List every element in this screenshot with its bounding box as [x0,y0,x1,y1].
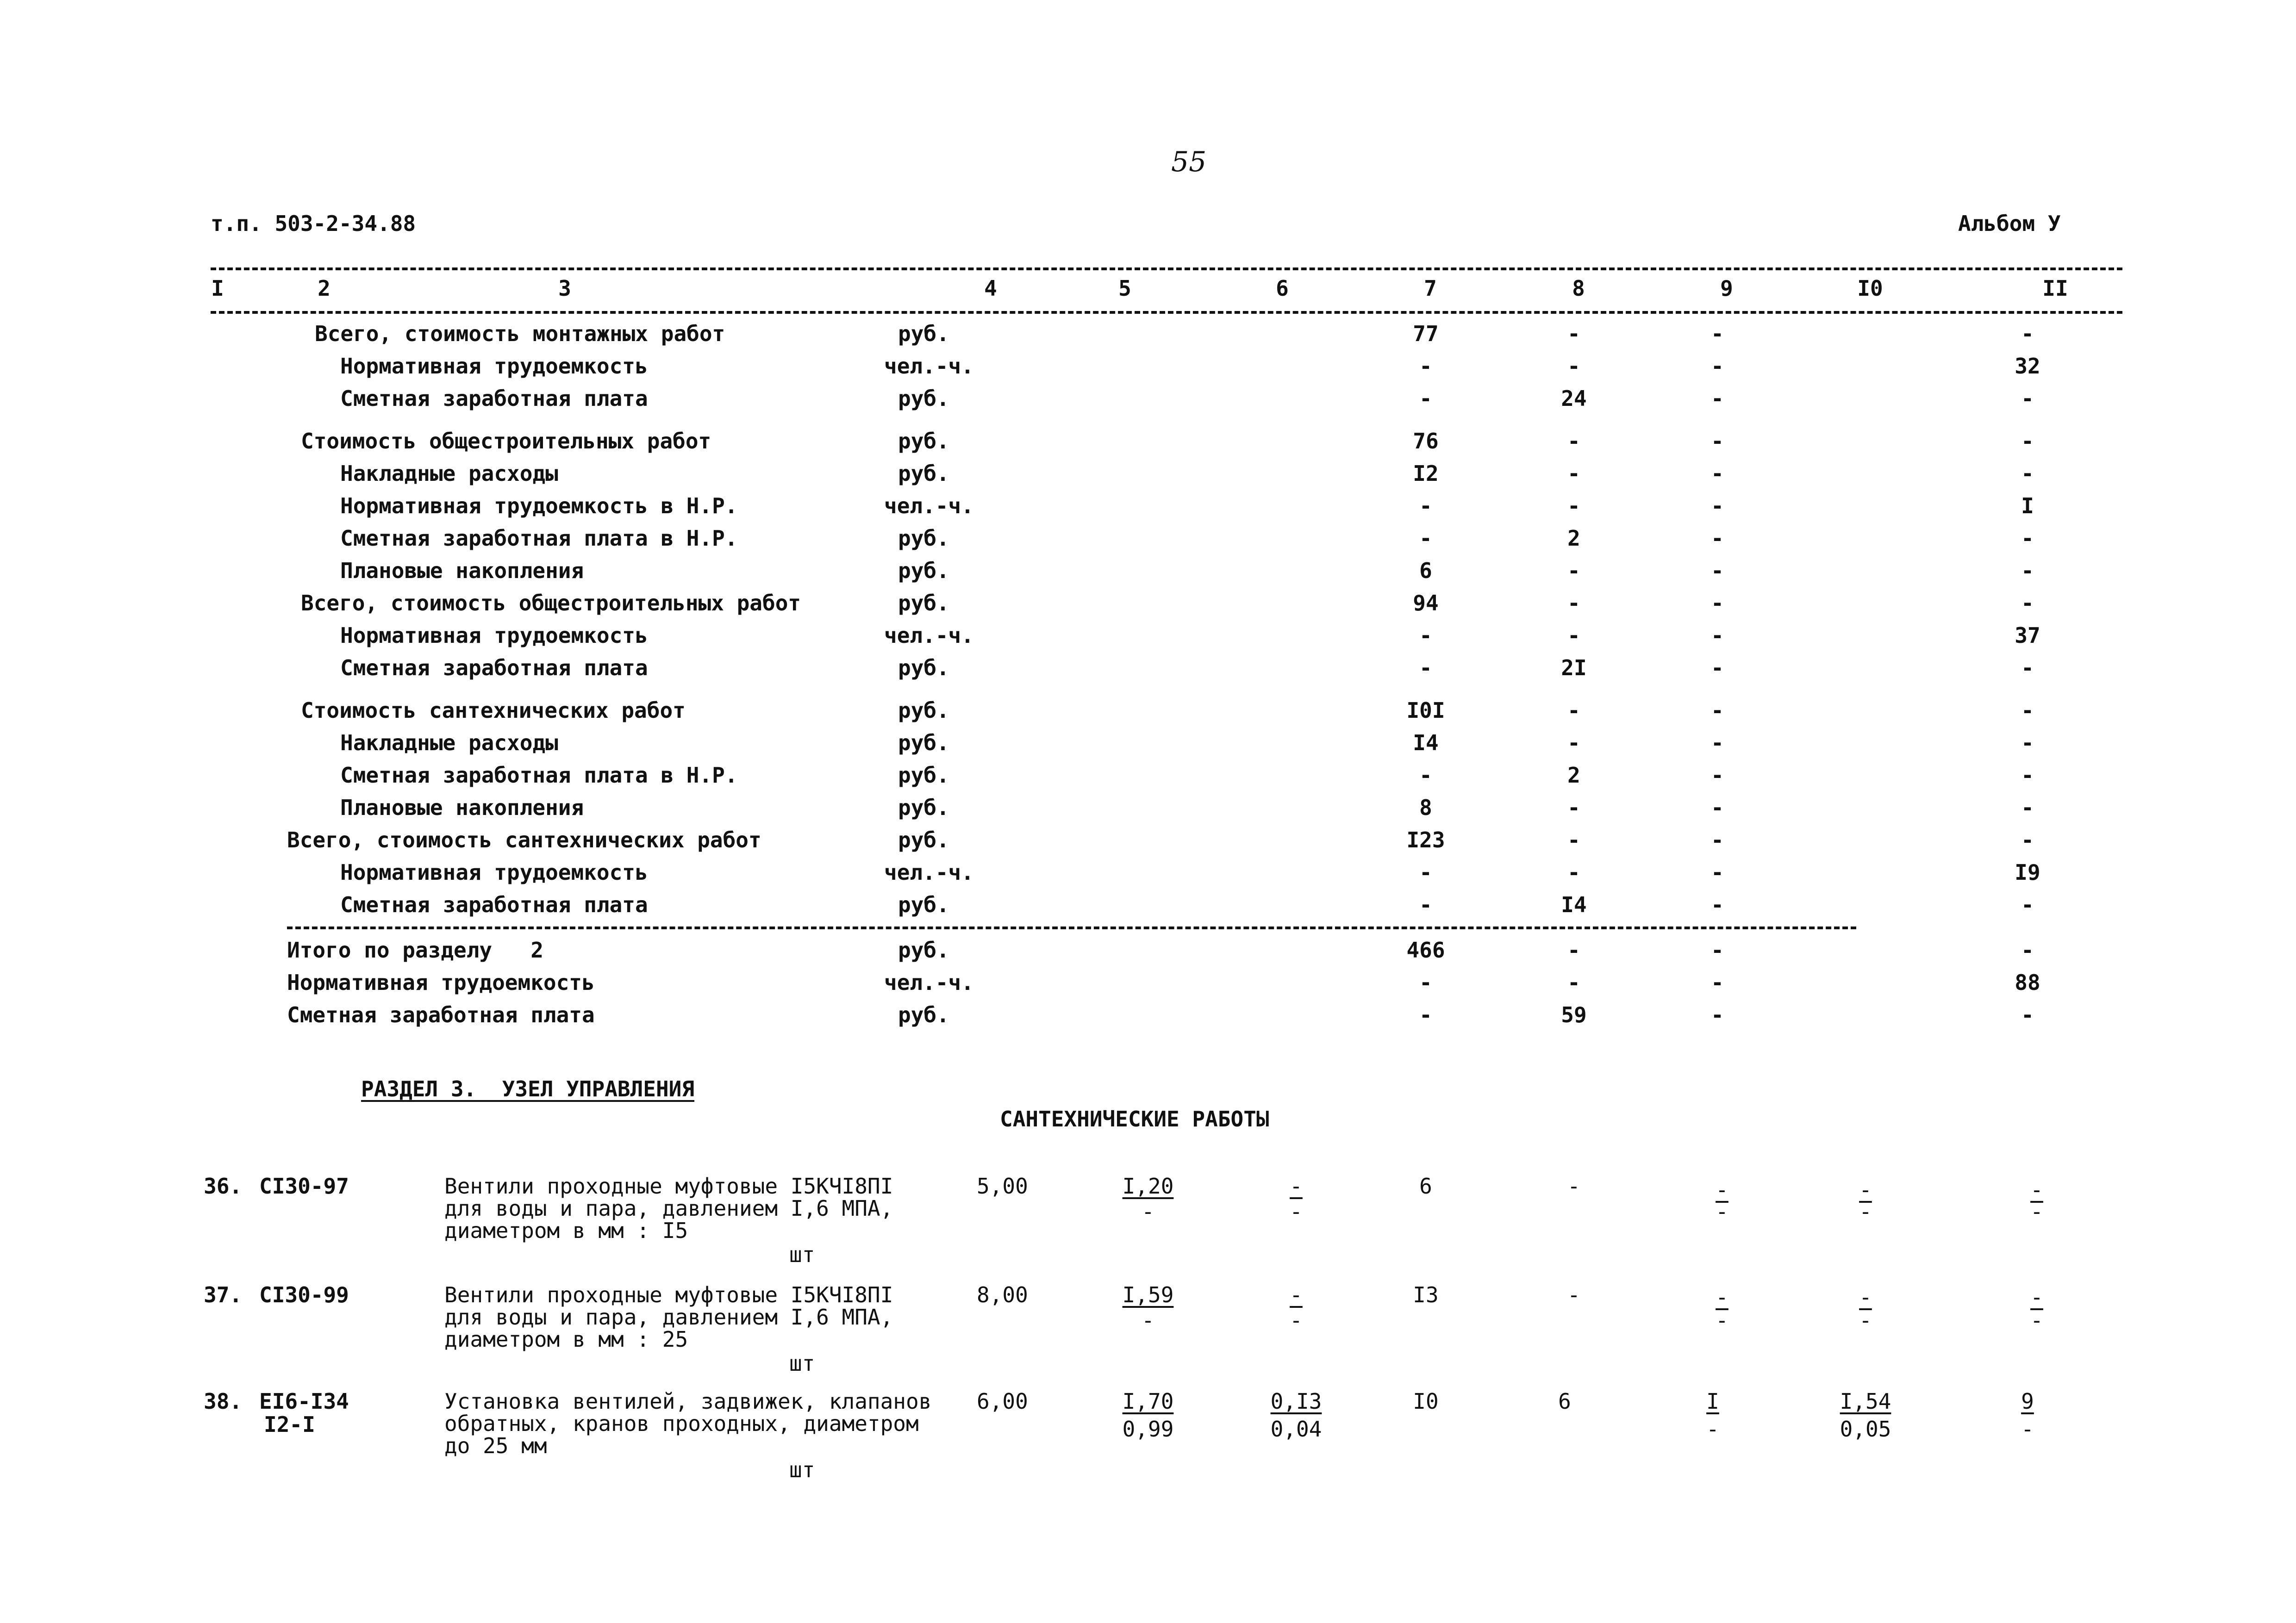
item-quantity: 5,00 [977,1174,1028,1199]
row-label: Нормативная трудоемкость в Н.Р. [340,493,738,518]
item-code: ЕI6-I34 [259,1389,349,1414]
col6-bottom: 0,04 [1270,1417,1322,1442]
item-code-secondary: I2-I [264,1412,315,1437]
col7-value: 77 [1413,321,1439,346]
col8-value: - [1567,860,1580,885]
item-description-line: для воды и пара, давлением I,6 МПА, [444,1196,893,1221]
col7-value: - [1419,623,1432,648]
col9-value: - [1711,938,1724,963]
col7-value: 6 [1419,1174,1432,1199]
item-number: 37. [204,1282,243,1307]
col11-bottom: - [2030,1199,2043,1224]
col7-value: I0I [1406,698,1445,723]
document-code: т.п. 503-2-34.88 [211,211,416,236]
row-label: Нормативная трудоемкость [287,970,595,995]
col8-value: - [1567,698,1580,723]
row-unit: руб. [898,892,949,917]
col5-top: I,20 [1122,1174,1174,1199]
item-description-line: для воды и пара, давлением I,6 МПА, [444,1305,893,1330]
col7-value: - [1419,763,1432,788]
col6-top: - [1290,1174,1303,1199]
row-label: Сметная заработная плата [287,1002,595,1027]
col8-value: - [1567,1174,1580,1199]
col9-top: I [1706,1389,1719,1414]
col8-value: 59 [1561,1002,1587,1027]
subsection-title: САНТЕХНИЧЕСКИЕ РАБОТЫ [1000,1107,1269,1132]
col9-value: - [1711,892,1724,917]
col-header-6: 6 [1276,276,1289,301]
col11-value: - [2021,730,2034,755]
item-unit: шт [789,1457,815,1482]
row-label: Накладные расходы [340,730,558,755]
row-label: Нормативная трудоемкость [340,354,648,379]
col11-value: I [2021,493,2034,518]
row-label: Плановые накопления [340,795,584,820]
row-unit: руб. [898,795,949,820]
col8-value: 2 [1567,763,1580,788]
col-header-10: I0 [1857,276,1883,301]
col7-value: 466 [1406,938,1445,963]
col8-value: - [1567,461,1580,486]
row-label: Сметная заработная плата в Н.Р. [340,526,738,551]
col11-value: - [2021,558,2034,583]
col7-value: - [1419,386,1432,411]
col9-bottom: - [1716,1199,1728,1224]
col11-value: - [2021,938,2034,963]
col6-bottom: - [1290,1199,1303,1224]
col7-value: I0 [1413,1389,1439,1414]
item-number: 36. [204,1174,243,1199]
row-label: Стоимость общестроительных работ [301,429,711,454]
col9-bottom: - [1716,1308,1728,1333]
col8-value: I4 [1561,892,1587,917]
col5-bottom: - [1142,1199,1154,1224]
col8-value: - [1567,591,1580,616]
col7-value: I23 [1406,827,1445,852]
col-header-5: 5 [1118,276,1131,301]
col7-value: 6 [1419,558,1432,583]
col7-value: - [1419,354,1432,379]
col11-top: 9 [2021,1389,2034,1414]
col8-value: 2 [1567,526,1580,551]
col11-bottom: - [2030,1308,2043,1333]
row-label: Сметная заработная плата в Н.Р. [340,763,738,788]
col11-value: - [2021,763,2034,788]
col8-value: - [1567,354,1580,379]
row-unit: руб. [898,827,949,852]
col8-value: - [1567,827,1580,852]
item-description-line: обратных, кранов проходных, диаметром [444,1411,919,1436]
col9-value: - [1711,591,1724,616]
item-description-line: диаметром в мм : I5 [444,1218,688,1243]
col9-value: - [1711,623,1724,648]
row-unit: руб. [898,321,949,346]
col9-value: - [1711,763,1724,788]
row-label: Сметная заработная плата [340,386,648,411]
col11-value: 88 [2015,970,2040,995]
col7-value: - [1419,860,1432,885]
col7-value: - [1419,892,1432,917]
col7-value: 8 [1419,795,1432,820]
col7-value: 94 [1413,591,1439,616]
row-label: Стоимость сантехнических работ [301,698,686,723]
col9-value: - [1711,461,1724,486]
totals-rule [287,927,1856,929]
item-description-line: Вентили проходные муфтовые I5КЧI8ПI [444,1282,893,1307]
col11-value: - [2021,461,2034,486]
col8-value: - [1567,558,1580,583]
header-bottom-rule [211,311,2122,314]
col6-top: 0,I3 [1270,1389,1322,1414]
col11-bottom: - [2021,1417,2034,1442]
col10-top: - [1859,1177,1872,1202]
item-description-line: Вентили проходные муфтовые I5КЧI8ПI [444,1174,893,1199]
col9-value: - [1711,354,1724,379]
col7-value: - [1419,655,1432,680]
page-number: 55 [1171,146,1207,178]
row-unit: чел.-ч. [884,860,974,885]
col10-bottom: 0,05 [1840,1417,1891,1442]
col-header-8: 8 [1572,276,1585,301]
row-label: Нормативная трудоемкость [340,860,648,885]
col9-value: - [1711,860,1724,885]
row-unit: руб. [898,591,949,616]
row-unit: чел.-ч. [884,970,974,995]
section-title: РАЗДЕЛ 3. УЗЕЛ УПРАВЛЕНИЯ [361,1076,695,1101]
row-unit: чел.-ч. [884,493,974,518]
row-unit: руб. [898,763,949,788]
item-quantity: 8,00 [977,1282,1028,1307]
col9-value: - [1711,698,1724,723]
row-label: Сметная заработная плата [340,892,648,917]
col11-top: - [2030,1285,2043,1310]
col7-value: - [1419,1002,1432,1027]
row-unit: чел.-ч. [884,623,974,648]
col5-bottom: - [1142,1308,1154,1333]
row-label: Сметная заработная плата [340,655,648,680]
col11-value: - [2021,386,2034,411]
col9-top: - [1716,1285,1728,1310]
col7-value: I3 [1413,1282,1439,1307]
col-header-7: 7 [1424,276,1437,301]
col-header-1: I [211,276,224,301]
col11-value: - [2021,892,2034,917]
col9-top: - [1716,1177,1728,1202]
col-header-4: 4 [984,276,997,301]
row-unit: руб. [898,655,949,680]
col8-value: - [1567,938,1580,963]
col8-value: - [1567,493,1580,518]
row-unit: руб. [898,558,949,583]
row-label: Всего, стоимость общестроительных работ [301,591,801,616]
col6-top: - [1290,1282,1303,1307]
row-unit: руб. [898,698,949,723]
col11-value: - [2021,526,2034,551]
col9-value: - [1711,493,1724,518]
col10-bottom: - [1859,1199,1872,1224]
col9-value: - [1711,827,1724,852]
row-label: Всего, стоимость монтажных работ [315,321,725,346]
col8-value: - [1567,970,1580,995]
item-description-line: диаметром в мм : 25 [444,1327,688,1352]
col9-value: - [1711,970,1724,995]
col9-value: - [1711,526,1724,551]
col11-value: I9 [2015,860,2040,885]
col7-value: - [1419,493,1432,518]
col11-value: 37 [2015,623,2040,648]
item-quantity: 6,00 [977,1389,1028,1414]
col11-value: - [2021,795,2034,820]
col8-value: - [1567,623,1580,648]
row-unit: руб. [898,429,949,454]
row-label: Плановые накопления [340,558,584,583]
col11-value: - [2021,698,2034,723]
row-unit: руб. [898,386,949,411]
header-top-rule [211,267,2122,270]
col9-value: - [1711,558,1724,583]
col-header-3: 3 [558,276,571,301]
col8-value: 2I [1561,655,1587,680]
row-unit: руб. [898,1002,949,1027]
row-unit: чел.-ч. [884,354,974,379]
row-unit: руб. [898,730,949,755]
row-label: Итого по разделу 2 [287,938,543,963]
row-label: Нормативная трудоемкость [340,623,648,648]
col11-value: - [2021,591,2034,616]
col11-value: - [2021,827,2034,852]
col-header-2: 2 [318,276,331,301]
col11-value: - [2021,321,2034,346]
col9-value: - [1711,386,1724,411]
col11-value: - [2021,1002,2034,1027]
col10-top: - [1859,1285,1872,1310]
col11-value: 32 [2015,354,2040,379]
col8-value: - [1567,321,1580,346]
col9-value: - [1711,730,1724,755]
item-number: 38. [204,1389,243,1414]
col6-bottom: - [1290,1308,1303,1333]
col5-top: I,70 [1122,1389,1174,1414]
col8-value: - [1567,1282,1580,1307]
col8-value: - [1567,795,1580,820]
col10-top: I,54 [1840,1389,1891,1414]
item-unit: шт [789,1242,815,1267]
row-label: Накладные расходы [340,461,558,486]
item-description-line: до 25 мм [444,1433,547,1458]
item-description-line: Установка вентилей, задвижек, клапанов [444,1389,932,1414]
col8-value: 6 [1558,1389,1571,1414]
col7-value: I4 [1413,730,1439,755]
item-code: СI30-99 [259,1282,349,1307]
col9-value: - [1711,429,1724,454]
col9-value: - [1711,655,1724,680]
col8-value: 24 [1561,386,1587,411]
row-unit: руб. [898,526,949,551]
col9-value: - [1711,321,1724,346]
col9-value: - [1711,1002,1724,1027]
row-unit: руб. [898,938,949,963]
row-unit: руб. [898,461,949,486]
item-code: СI30-97 [259,1174,349,1199]
col11-value: - [2021,655,2034,680]
col9-value: - [1711,795,1724,820]
row-label: Всего, стоимость сантехнических работ [287,827,761,852]
col-header-9: 9 [1720,276,1733,301]
col7-value: - [1419,526,1432,551]
col11-top: - [2030,1177,2043,1202]
col10-bottom: - [1859,1308,1872,1333]
album-label: Альбом У [1958,211,2061,236]
col5-top: I,59 [1122,1282,1174,1307]
col5-bottom: 0,99 [1122,1417,1174,1442]
col8-value: - [1567,730,1580,755]
col7-value: I2 [1413,461,1439,486]
item-unit: шт [789,1351,815,1376]
col7-value: 76 [1413,429,1439,454]
col8-value: - [1567,429,1580,454]
col11-value: - [2021,429,2034,454]
col7-value: - [1419,970,1432,995]
col-header-11: II [2042,276,2068,301]
col9-bottom: - [1706,1417,1719,1442]
